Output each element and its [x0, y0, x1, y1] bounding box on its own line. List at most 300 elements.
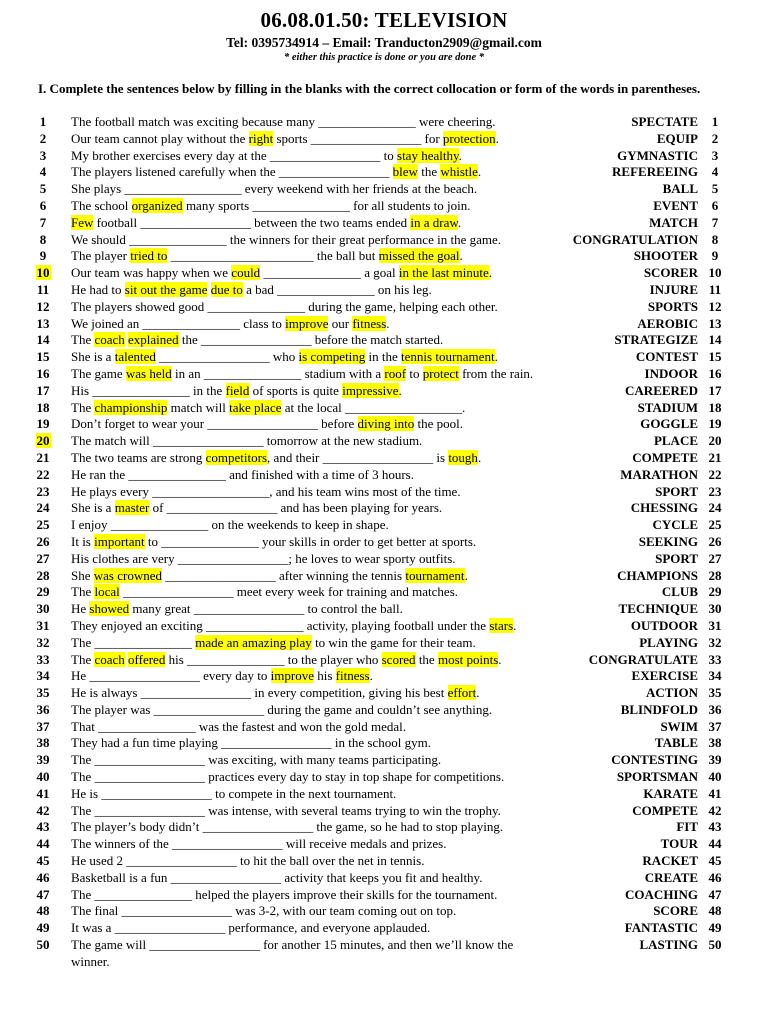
highlighted-phrase: coach [94, 332, 125, 348]
root-word: SPORT [655, 550, 698, 566]
highlighted-phrase: sit out the game [124, 281, 208, 297]
exercise-row [0, 870, 768, 887]
highlighted-phrase: protection [442, 130, 496, 146]
exercise-row [0, 937, 768, 971]
question-number-right: 22 [708, 466, 722, 482]
question-number: 19 [36, 416, 50, 432]
question-number: 40 [36, 769, 50, 785]
question-number-right: 41 [708, 785, 722, 801]
highlighted-phrase: tournament [405, 567, 465, 583]
question-number: 50 [36, 937, 50, 953]
question-number: 47 [36, 886, 50, 902]
question-number-right: 13 [708, 315, 722, 331]
exercise-row [0, 752, 768, 769]
exercise-row [0, 383, 768, 400]
question-number-right: 28 [708, 567, 722, 583]
question-number: 10 [36, 265, 50, 281]
question-number: 17 [36, 382, 50, 398]
highlighted-phrase: right [248, 130, 274, 146]
exercise-row [0, 601, 768, 618]
exercise-row [0, 349, 768, 366]
root-word: KARATE [643, 785, 698, 801]
question-number: 26 [36, 533, 50, 549]
exercise-row [0, 265, 768, 282]
question-number-right: 3 [711, 147, 719, 163]
highlighted-phrase: local [94, 584, 120, 600]
question-number-right: 11 [708, 281, 722, 297]
question-number: 23 [36, 483, 50, 499]
question-number: 20 [36, 433, 50, 449]
question-number: 32 [36, 634, 50, 650]
root-word: CONTEST [635, 349, 698, 365]
question-sentence: It was a _________________ performance, and everyone applauded. [71, 920, 431, 936]
question-sentence: They enjoyed an exciting _______________ activity, playing football under the stars. [71, 617, 517, 633]
highlighted-phrase: is competing [298, 349, 366, 365]
highlighted-phrase: in a draw [410, 214, 458, 230]
root-word: TOUR [660, 836, 698, 852]
highlighted-phrase: blew [392, 164, 418, 180]
exercise-row [0, 215, 768, 232]
question-number: 49 [36, 920, 50, 936]
question-number: 42 [36, 802, 50, 818]
question-sentence: Our team was happy when we could _______________ a goal in the last minute. [71, 265, 492, 281]
exercise-row [0, 450, 768, 467]
root-word: LASTING [639, 937, 698, 953]
exercise-row [0, 786, 768, 803]
highlighted-phrase: fitness [352, 315, 387, 331]
question-sentence: That _______________ was the fastest and won the gold medal. [71, 718, 407, 734]
highlighted-phrase: was crowned [93, 567, 162, 583]
root-word: EQUIP [656, 130, 698, 146]
question-sentence: We should _______________ the winners for their great performance in the game. [71, 231, 501, 247]
question-number-right: 25 [708, 517, 722, 533]
root-word: CAREERED [625, 382, 698, 398]
highlighted-phrase: scored [381, 651, 416, 667]
question-number: 3 [39, 147, 47, 163]
exercise-row [0, 685, 768, 702]
question-number-right: 30 [708, 601, 722, 617]
highlighted-phrase: due to [210, 281, 243, 297]
question-number-right: 35 [708, 685, 722, 701]
highlighted-phrase: showed [89, 601, 130, 617]
root-word: AEROBIC [637, 315, 698, 331]
question-sentence: The match will _________________ tomorrow at the new stadium. [71, 433, 423, 449]
question-number: 34 [36, 668, 50, 684]
highlighted-phrase: effort [447, 685, 477, 701]
question-sentence: The _________________ practices every day to stay in top shape for competitions. [71, 769, 505, 785]
exercise-list [0, 114, 768, 971]
root-word: CREATE [644, 869, 698, 885]
highlighted-phrase: coach [94, 651, 125, 667]
highlighted-phrase: organized [131, 197, 183, 213]
question-number-right: 7 [711, 214, 719, 230]
root-word: CONGRATULATION [572, 231, 698, 247]
highlighted-phrase: could [231, 265, 261, 281]
question-number: 28 [36, 567, 50, 583]
question-sentence: The two teams are strong competitors, and their _________________ is tough. [71, 449, 482, 465]
highlighted-phrase: made an amazing play [195, 634, 312, 650]
question-sentence: The players showed good _______________ during the game, helping each other. [71, 298, 498, 314]
question-number-right: 23 [708, 483, 722, 499]
question-number-right: 43 [708, 819, 722, 835]
root-word: MATCH [649, 214, 698, 230]
exercise-row [0, 903, 768, 920]
question-number-right: 45 [708, 853, 722, 869]
question-number: 29 [36, 584, 50, 600]
question-number: 12 [36, 298, 50, 314]
exercise-row [0, 131, 768, 148]
page-title: 06.08.01.50: TELEVISION [260, 8, 508, 32]
question-number: 4 [39, 164, 47, 180]
highlighted-phrase: impressive [342, 382, 399, 398]
highlighted-phrase: tried to [130, 248, 168, 264]
question-number-right: 49 [708, 920, 722, 936]
exercise-row [0, 181, 768, 198]
root-word: INJURE [649, 281, 698, 297]
exercise-row [0, 416, 768, 433]
root-word: SHOOTER [633, 248, 698, 264]
question-number-right: 33 [708, 651, 722, 667]
question-number: 35 [36, 685, 50, 701]
root-word: MARATHON [620, 466, 698, 482]
question-number-right: 26 [708, 533, 722, 549]
highlighted-phrase: improve [285, 315, 329, 331]
question-number-right: 21 [708, 449, 722, 465]
exercise-row [0, 887, 768, 904]
root-word: BALL [662, 181, 698, 197]
root-word: FANTASTIC [624, 920, 698, 936]
exercise-row [0, 400, 768, 417]
practice-note: * either this practice is done or you are done * [283, 52, 485, 63]
question-number-right: 8 [711, 231, 719, 247]
question-number-right: 14 [708, 332, 722, 348]
highlighted-phrase: explained [128, 332, 179, 348]
exercise-row [0, 534, 768, 551]
highlighted-phrase: field [225, 382, 250, 398]
question-sentence: He is _________________ to compete in the next tournament. [71, 785, 397, 801]
question-number-right: 36 [708, 701, 722, 717]
exercise-row [0, 652, 768, 669]
question-number-right: 50 [708, 937, 722, 953]
exercise-row [0, 618, 768, 635]
question-sentence: She is a master of _________________ and has been playing for years. [71, 500, 443, 516]
root-word: CLUB [661, 584, 698, 600]
question-number-right: 10 [708, 265, 722, 281]
question-number-right: 15 [708, 349, 722, 365]
question-number-right: 31 [708, 617, 722, 633]
question-sentence: It is important to _______________ your skills in order to get better at sports. [71, 533, 477, 549]
question-sentence: We joined an _______________ class to improve our fitness. [71, 315, 390, 331]
exercise-row [0, 803, 768, 820]
exercise-row [0, 299, 768, 316]
root-word: STRATEGIZE [614, 332, 698, 348]
question-number: 30 [36, 601, 50, 617]
question-sentence: His _______________ in the field of sports is quite impressive. [71, 382, 402, 398]
exercise-row [0, 232, 768, 249]
root-word: SPORTSMAN [616, 769, 698, 785]
highlighted-phrase: whistle [440, 164, 478, 180]
root-word: CYCLE [652, 517, 698, 533]
question-number: 48 [36, 903, 50, 919]
exercise-row [0, 584, 768, 601]
question-sentence: The game will _________________ for another 15 minutes, and then we’ll know the winner. [71, 937, 514, 969]
question-number: 14 [36, 332, 50, 348]
root-word: COMPETE [632, 802, 698, 818]
exercise-row [0, 114, 768, 131]
question-number: 38 [36, 735, 50, 751]
question-sentence: He _________________ every day to improve his fitness. [71, 668, 373, 684]
question-number-right: 38 [708, 735, 722, 751]
question-number-right: 42 [708, 802, 722, 818]
exercise-row [0, 316, 768, 333]
highlighted-phrase: offered [128, 651, 166, 667]
question-number-right: 47 [708, 886, 722, 902]
question-sentence: The coach explained the _________________ before the match started. [71, 332, 444, 348]
question-number: 15 [36, 349, 50, 365]
question-sentence: The game was held in an _______________ stadium with a roof to protect from the rain. [71, 365, 534, 381]
question-sentence: The _______________ made an amazing play to win the game for their team. [71, 634, 476, 650]
root-word: OUTDOOR [630, 617, 698, 633]
exercise-row [0, 248, 768, 265]
question-number-right: 40 [708, 769, 722, 785]
question-sentence: He ran the _______________ and finished with a time of 3 hours. [71, 466, 414, 482]
root-word: GOGGLE [640, 416, 698, 432]
exercise-row [0, 853, 768, 870]
question-number: 18 [36, 399, 50, 415]
root-word: CHAMPIONS [617, 567, 698, 583]
root-word: CONGRATULATE [588, 651, 698, 667]
question-sentence: The player tried to ______________________ the ball but missed the goal. [71, 248, 463, 264]
highlighted-phrase: Few [71, 214, 94, 230]
root-word: GYMNASTIC [617, 147, 698, 163]
highlighted-phrase: most points [437, 651, 499, 667]
question-number: 8 [39, 231, 47, 247]
highlighted-phrase: competitors [205, 449, 268, 465]
question-number: 6 [39, 197, 47, 213]
question-sentence: They had a fun time playing _________________ in the school gym. [71, 735, 431, 751]
highlighted-phrase: fitness [335, 668, 370, 684]
question-number: 27 [36, 550, 50, 566]
highlighted-phrase: improve [270, 668, 314, 684]
highlighted-phrase: tennis tournament [401, 349, 495, 365]
highlighted-phrase: stars [489, 617, 514, 633]
question-number: 31 [36, 617, 50, 633]
highlighted-phrase: missed the goal [378, 248, 460, 264]
question-sentence: She was crowned _________________ after winning the tennis tournament. [71, 567, 468, 583]
question-number-right: 34 [708, 668, 722, 684]
exercise-row [0, 467, 768, 484]
root-word: CHESSING [630, 500, 698, 516]
highlighted-phrase: take place [229, 399, 282, 415]
question-sentence: He showed many great _________________ to control the ball. [71, 601, 403, 617]
question-number: 22 [36, 466, 50, 482]
question-number-right: 29 [708, 584, 722, 600]
question-number-right: 32 [708, 634, 722, 650]
root-word: ACTION [645, 685, 698, 701]
root-word: COMPETE [632, 449, 698, 465]
question-sentence: Basketball is a fun _________________ activity that keeps you fit and healthy. [71, 869, 483, 885]
exercise-row [0, 668, 768, 685]
exercise-row [0, 332, 768, 349]
exercise-row [0, 719, 768, 736]
root-word: PLACE [653, 433, 698, 449]
question-sentence: The player was _________________ during the game and couldn’t see anything. [71, 701, 493, 717]
question-number-right: 12 [708, 298, 722, 314]
root-word: SPORT [655, 483, 698, 499]
highlighted-phrase: talented [114, 349, 156, 365]
question-sentence: My brother exercises every day at the _________________ to stay healthy. [71, 147, 462, 163]
root-word: SPORTS [647, 298, 698, 314]
question-sentence: He used 2 _________________ to hit the ball over the net in tennis. [71, 853, 425, 869]
root-word: COACHING [625, 886, 698, 902]
root-word: RACKET [642, 853, 698, 869]
question-number-right: 6 [711, 197, 719, 213]
question-number: 2 [39, 130, 47, 146]
highlighted-phrase: tough [448, 449, 478, 465]
question-number: 9 [39, 248, 47, 264]
question-sentence: I enjoy _______________ on the weekends to keep in shape. [71, 517, 389, 533]
root-word: SWIM [660, 718, 698, 734]
highlighted-phrase: in the last minute [398, 265, 489, 281]
highlighted-phrase: was held [125, 365, 172, 381]
root-word: SPECTATE [631, 114, 698, 129]
question-number: 24 [36, 500, 50, 516]
question-sentence: The player’s body didn’t _________________ the game, so he had to stop playing. [71, 819, 504, 835]
exercise-row [0, 819, 768, 836]
question-sentence: The players listened carefully when the _________________ blew the whistle. [71, 164, 482, 180]
question-number-right: 39 [708, 752, 722, 768]
highlighted-phrase: stay healthy [397, 147, 459, 163]
question-number: 25 [36, 517, 50, 533]
exercise-row [0, 635, 768, 652]
root-word: REFEREEING [612, 164, 698, 180]
question-number: 41 [36, 785, 50, 801]
root-word: FIT [676, 819, 698, 835]
root-word: SCORE [653, 903, 698, 919]
question-number: 16 [36, 365, 50, 381]
question-sentence: The _________________ was exciting, with many teams participating. [71, 752, 442, 768]
question-number: 43 [36, 819, 50, 835]
question-sentence: The local _________________ meet every week for training and matches. [71, 584, 459, 600]
question-number: 46 [36, 869, 50, 885]
exercise-row [0, 164, 768, 181]
exercise-row [0, 500, 768, 517]
question-number: 5 [39, 181, 47, 197]
question-number-right: 46 [708, 869, 722, 885]
question-sentence: She plays __________________ every weekend with her friends at the beach. [71, 181, 478, 197]
question-sentence: The _______________ helped the players improve their skills for the tournament. [71, 886, 498, 902]
exercise-row [0, 433, 768, 450]
root-word: STADIUM [637, 399, 698, 415]
question-number-right: 48 [708, 903, 722, 919]
question-number: 1 [39, 114, 47, 129]
question-number-right: 24 [708, 500, 722, 516]
question-number: 37 [36, 718, 50, 734]
question-number: 21 [36, 449, 50, 465]
root-word: EXERCISE [631, 668, 698, 684]
question-number: 11 [36, 281, 50, 297]
instructions: I. Complete the sentences below by filling in the blanks with the correct collocation or form of the words in parentheses. [38, 81, 701, 96]
exercise-row [0, 517, 768, 534]
highlighted-phrase: master [114, 500, 150, 516]
question-number-right: 44 [708, 836, 722, 852]
question-number-right: 4 [711, 164, 719, 180]
question-sentence: He is always _________________ in every competition, giving his best effort. [71, 685, 480, 701]
exercise-row [0, 484, 768, 501]
question-number: 39 [36, 752, 50, 768]
highlighted-phrase: protect [422, 365, 459, 381]
highlighted-phrase: important [94, 533, 145, 549]
question-number-right: 17 [708, 382, 722, 398]
question-number: 44 [36, 836, 50, 852]
highlighted-phrase: roof [384, 365, 407, 381]
root-word: CONTESTING [611, 752, 698, 768]
highlighted-phrase: championship [94, 399, 168, 415]
exercise-row [0, 568, 768, 585]
question-number-right: 27 [708, 550, 722, 566]
exercise-row [0, 735, 768, 752]
root-word: SCORER [643, 265, 698, 281]
question-number-right: 37 [708, 718, 722, 734]
root-word: PLAYING [639, 634, 698, 650]
question-number-right: 1 [711, 114, 719, 129]
question-sentence: Few football _________________ between the two teams ended in a draw. [71, 214, 462, 230]
exercise-row [0, 551, 768, 568]
root-word: BLINDFOLD [620, 701, 698, 717]
root-word: SEEKING [638, 533, 698, 549]
root-word: EVENT [653, 197, 698, 213]
exercise-row [0, 920, 768, 937]
question-number: 45 [36, 853, 50, 869]
question-sentence: The final _________________ was 3-2, with our team coming out on top. [71, 903, 457, 919]
question-number: 13 [36, 315, 50, 331]
question-number-right: 19 [708, 416, 722, 432]
question-number: 7 [39, 214, 47, 230]
question-sentence: Our team cannot play without the right sports _________________ for protection. [71, 130, 499, 146]
exercise-row [0, 148, 768, 165]
question-number-right: 18 [708, 399, 722, 415]
exercise-row [0, 836, 768, 853]
question-number: 33 [36, 651, 50, 667]
exercise-row [0, 198, 768, 215]
question-sentence: The school organized many sports _______________ for all students to join. [71, 197, 471, 213]
question-number-right: 16 [708, 365, 722, 381]
exercise-row [0, 366, 768, 383]
question-number-right: 20 [708, 433, 722, 449]
question-sentence: She is a talented _________________ who is competing in the tennis tournament. [71, 349, 498, 365]
contact-line: Tel: 0395734914 – Email: Tranducton2909@gmail.com [226, 35, 542, 50]
highlighted-phrase: diving into [357, 416, 415, 432]
root-word: INDOOR [644, 365, 698, 381]
question-number-right: 2 [711, 130, 719, 146]
question-sentence: He plays every __________________, and his team wins most of the time. [71, 483, 461, 499]
question-sentence: The winners of the _________________ will receive medals and prizes. [71, 836, 447, 852]
exercise-row [0, 702, 768, 719]
question-number: 36 [36, 701, 50, 717]
question-sentence: The championship match will take place at the local __________________. [71, 399, 466, 415]
question-sentence: His clothes are very _________________; he loves to wear sporty outfits. [71, 550, 456, 566]
question-number-right: 9 [711, 248, 719, 264]
exercise-row [0, 769, 768, 786]
root-word: TABLE [654, 735, 698, 751]
question-sentence: The football match was exciting because many _______________ were cheering. [71, 114, 496, 129]
question-number-right: 5 [711, 181, 719, 197]
question-sentence: The _________________ was intense, with several teams trying to win the trophy. [71, 802, 501, 818]
exercise-row [0, 282, 768, 299]
question-sentence: Don’t forget to wear your _________________ before diving into the pool. [71, 416, 463, 432]
root-word: TECHNIQUE [618, 601, 698, 617]
question-sentence: The coach offered his _______________ to the player who scored the most points. [71, 651, 502, 667]
